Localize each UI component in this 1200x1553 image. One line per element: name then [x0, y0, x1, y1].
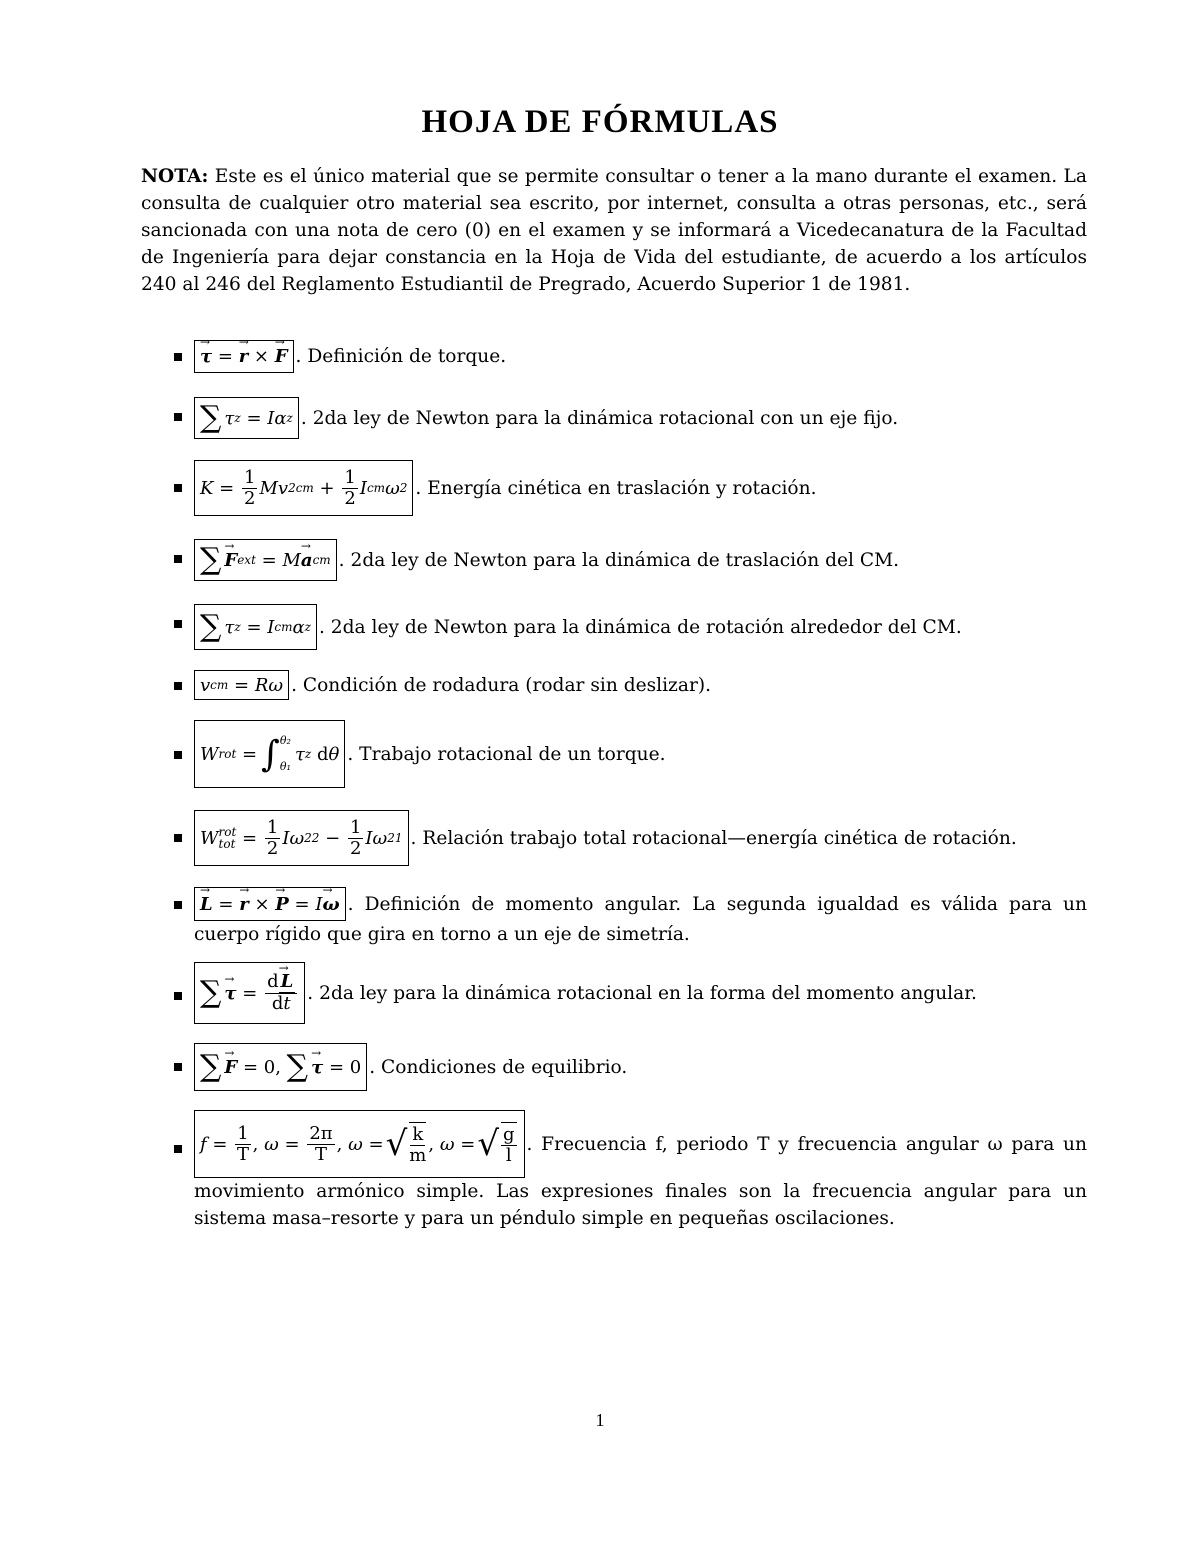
formula-box: ∑ → F = 0, ∑ → τ = 0: [194, 1043, 367, 1091]
formula-row: [194, 887, 1087, 921]
formula-row: [194, 460, 1087, 516]
formula-description: . Definición de momento angular. La segunda igualdad es válida para un: [347, 893, 1087, 915]
bullet: [174, 620, 182, 628]
bullet: [174, 1063, 182, 1071]
formula-row: [194, 340, 1087, 373]
bullet: [174, 555, 182, 563]
formula-continuation: movimiento armónico simple. Las expresiones finales son la frecuencia angular para un sistema masa–resorte y para un péndulo simple en pequeñas oscilaciones.: [194, 1181, 1087, 1229]
formula-row: [194, 1110, 1087, 1178]
bullet: [174, 1145, 182, 1153]
formula-box: K = $\frac{1}{2}$ Mv 2 cm + $\frac{1}{2}$ I cm ω 2: [194, 460, 413, 516]
formula-description: . Definición de torque.: [295, 346, 507, 367]
formula-description: . Condiciones de equilibrio.: [369, 1056, 628, 1078]
bullet: [174, 992, 182, 1000]
page-title: HOJA DE FÓRMULAS: [421, 104, 779, 140]
formula-row: [194, 397, 1087, 439]
formula-box: → τ = → r × → F: [194, 340, 294, 373]
bullet: [174, 484, 182, 492]
formula-description: . Condición de rodadura (rodar sin deslizar).: [291, 674, 711, 696]
bullet: [174, 353, 182, 361]
bullet: [174, 901, 182, 909]
formula-row: [194, 604, 1087, 650]
formula-description: . Relación trabajo total rotacional—energía cinética de rotación.: [410, 827, 1017, 849]
formula-description: . 2da ley de Newton para la dinámica de rotación alrededor del CM.: [318, 616, 962, 638]
formula-description: . 2da ley para la dinámica rotacional en la forma del momento angular.: [307, 982, 977, 1004]
formula-description: . Frecuencia f, periodo T y frecuencia angular ω para un: [526, 1133, 1087, 1155]
formula-box: W rot tot = $\frac{1}{2}$ Iω 2 2 − $\frac{1}{2}$ Iω 2 1: [194, 810, 409, 866]
formula-box: f = $\frac{1}{T}$ , ω = $\frac{2\pi}{T}$ , ω = √ $\frac{k}{m}$ , ω = √ $\frac{g}{l}$: [194, 1110, 525, 1178]
page-number: 1: [595, 1410, 605, 1430]
formula-row: [194, 670, 1087, 700]
formula-row: [194, 1043, 1087, 1091]
formula-description: . 2da ley de Newton para la dinámica de traslación del CM.: [338, 549, 900, 571]
nota-paragraph: [141, 163, 1087, 298]
formula-row: [194, 720, 1087, 788]
formula-row: [194, 962, 1087, 1024]
bullet: [174, 682, 182, 690]
formula-box: ∑ → F ext = M → a cm: [194, 539, 337, 581]
formula-row: [194, 810, 1087, 866]
formula-row: [194, 539, 1087, 581]
nota-text: Este es el único material que se permite consultar o tener a la mano durante el examen. La consulta de cualquier otro material sea escrito, por internet, consulta a otras personas, etc., será sancionada con una nota de cero (0) en el examen y se informará a Vicedecanatura de la Facultad de Ingeniería para dejar constancia en la Hoja de Vida del estudiante, de acuerdo a los artículos 240 al 246 del Reglamento Estudiantil de Pregrado, Acuerdo Superior 1 de 1981.: [141, 166, 1087, 295]
formula-description: . 2da ley de Newton para la dinámica rotacional con un eje fijo.: [300, 407, 899, 429]
formula-content: [194, 1110, 1087, 1232]
formula-box: ∑ τ z = Iα z: [194, 397, 299, 439]
formula-box: ∑ → τ = $\frac{d\to L}{dt}$: [194, 962, 305, 1024]
formula-content: [194, 887, 1087, 948]
formula-box: W rot = ∫ θ₂ θ₁ τ z d θ: [194, 720, 345, 788]
nota-label: NOTA:: [141, 166, 209, 187]
formula-continuation: cuerpo rígido que gira en torno a un eje de simetría.: [194, 924, 690, 945]
bullet: [174, 413, 182, 421]
formula-description: . Energía cinética en traslación y rotación.: [415, 477, 817, 499]
bullet: [174, 751, 182, 759]
formula-box: ∑ τ z = I cm α z: [194, 604, 317, 650]
formula-description: . Trabajo rotacional de un torque.: [347, 743, 666, 765]
bullet: [174, 834, 182, 842]
formula-box: → L = → r × → P = I → ω: [194, 887, 346, 921]
formula-box: v cm = Rω: [194, 670, 289, 700]
